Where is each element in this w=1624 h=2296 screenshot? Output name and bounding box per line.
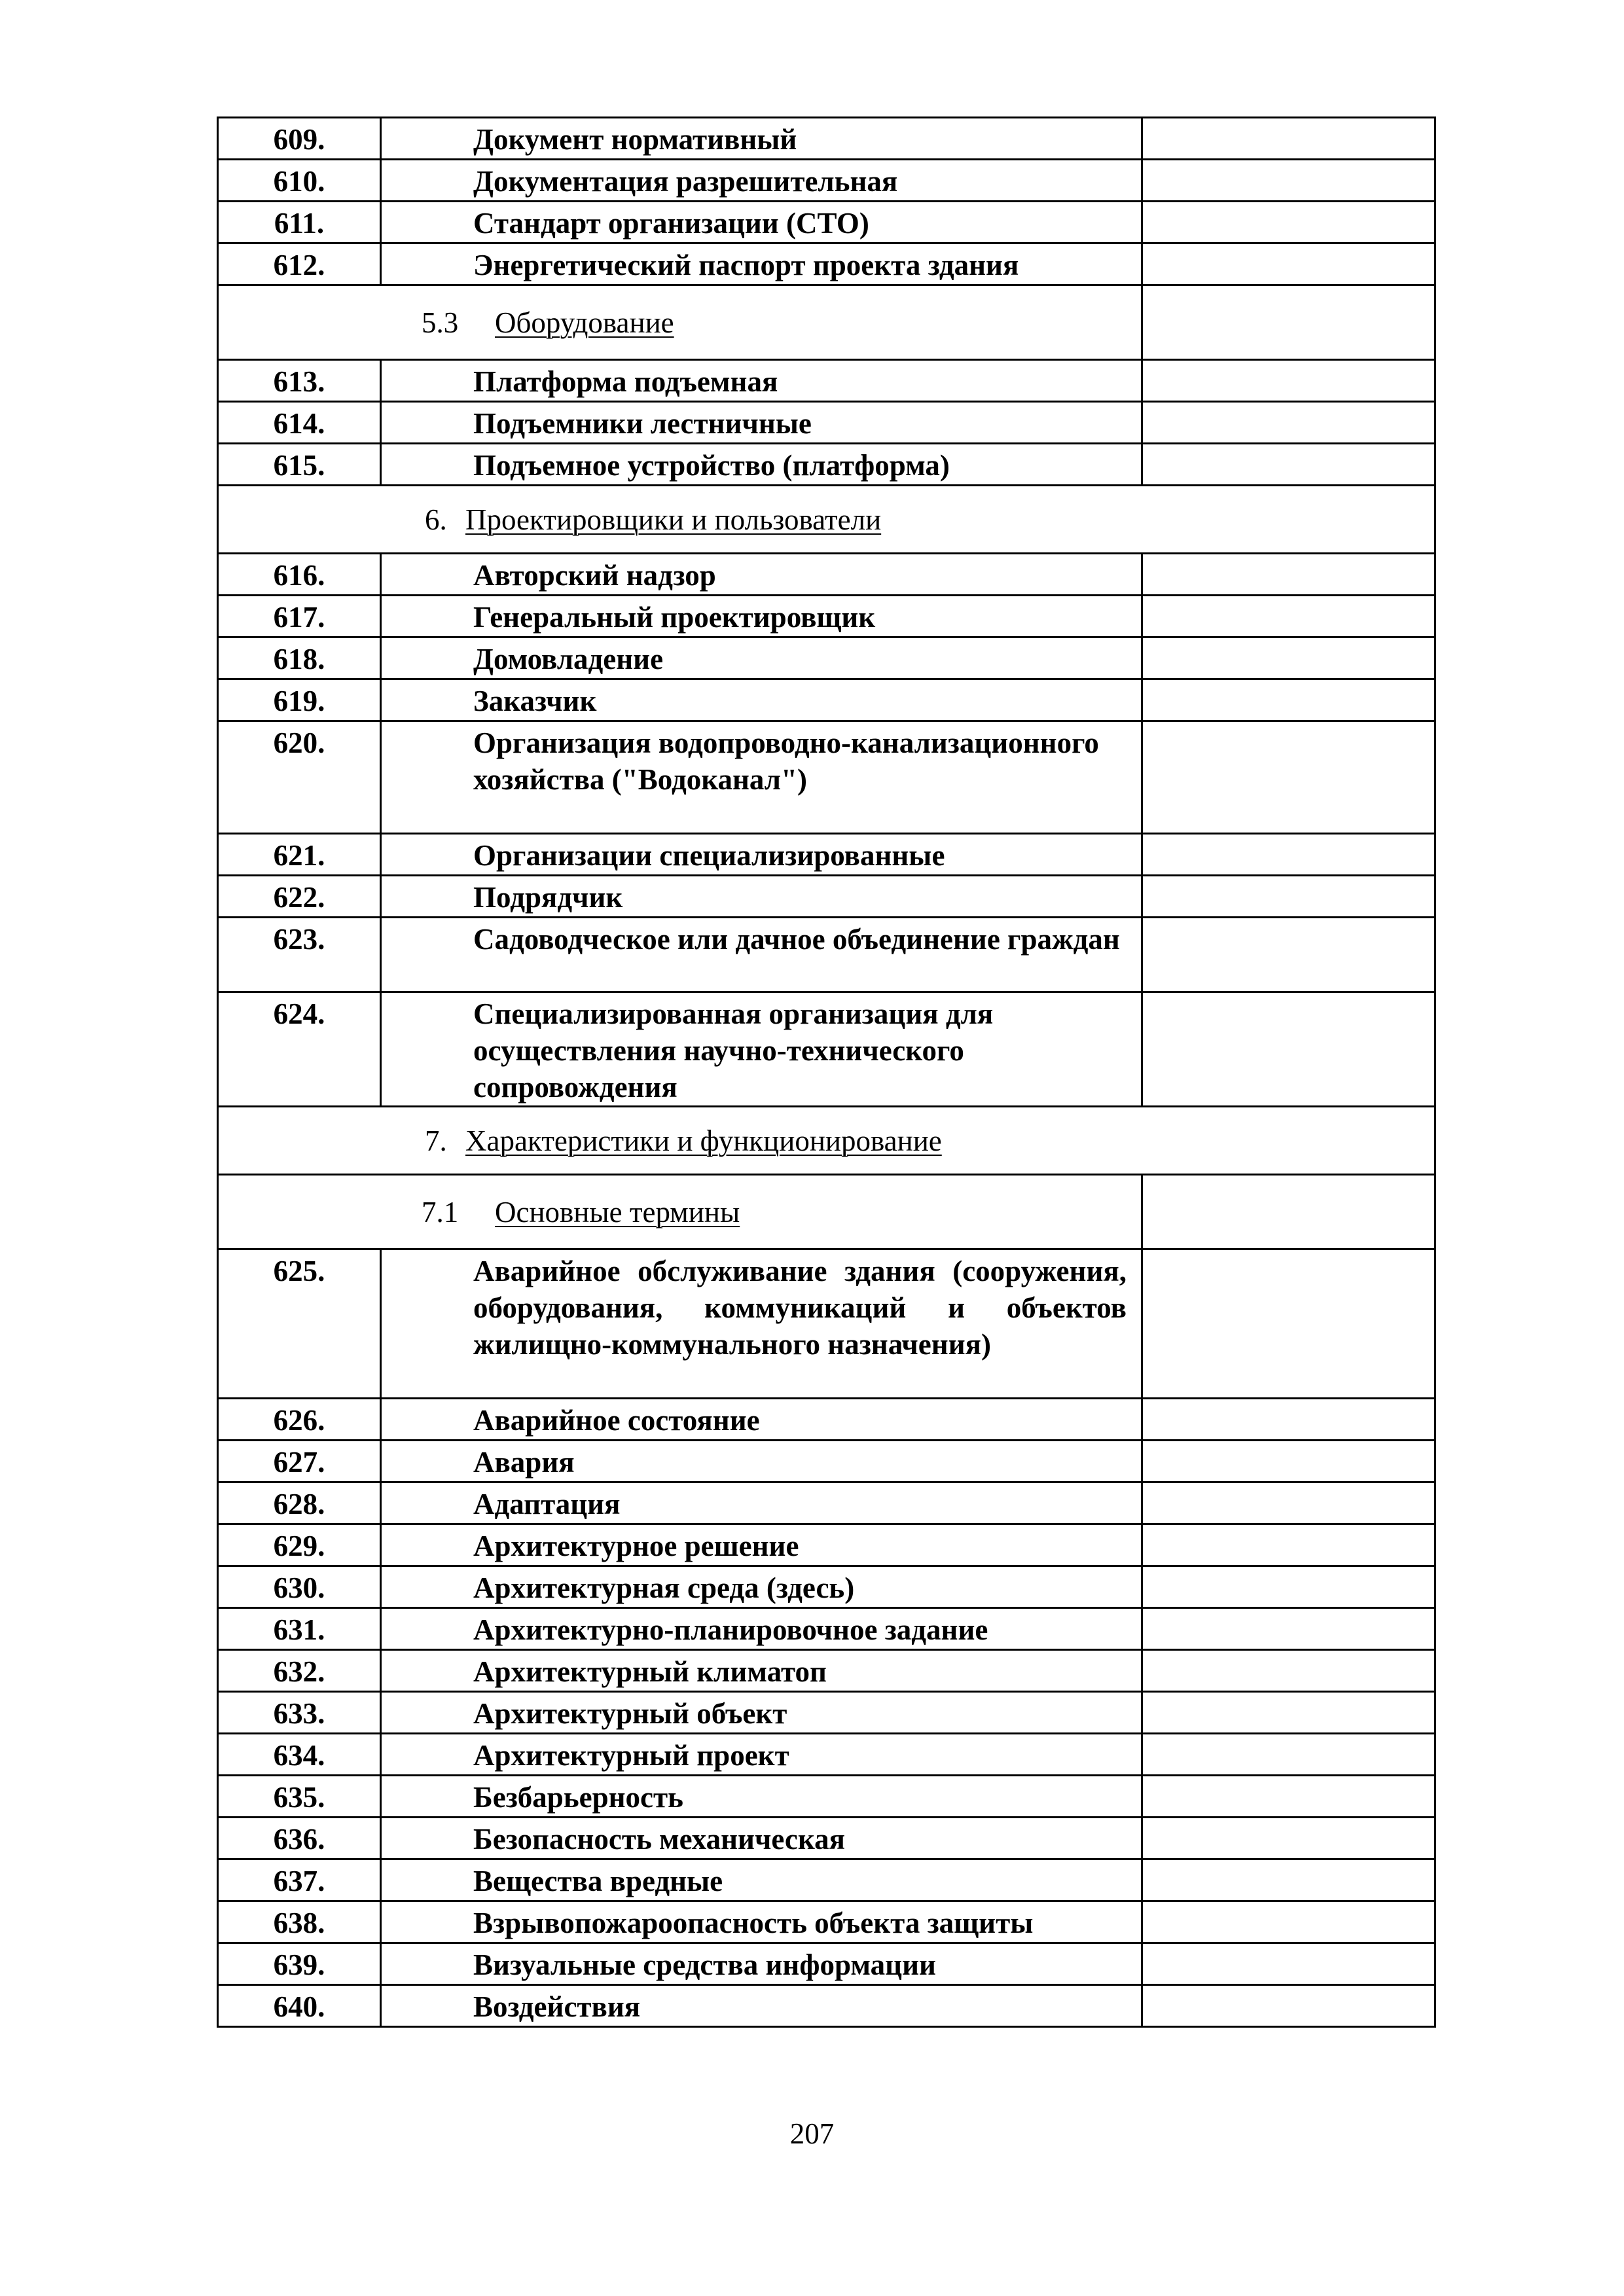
table-row <box>218 1399 1435 1441</box>
table-row <box>218 1818 1435 1859</box>
term-text: Архитектурный климатоп <box>381 1650 1142 1692</box>
section-row <box>218 1107 1435 1175</box>
empty-cell <box>1142 118 1435 160</box>
row-number: 619. <box>218 679 381 721</box>
term-text: Аварийное состояние <box>381 1399 1142 1441</box>
table-row <box>218 918 1435 992</box>
term-text: Домовладение <box>381 637 1142 679</box>
section-number: 7.1 <box>422 1195 459 1229</box>
empty-cell <box>1142 1566 1435 1608</box>
empty-cell <box>1142 1482 1435 1524</box>
empty-cell <box>1142 1650 1435 1692</box>
row-number: 630. <box>218 1566 381 1608</box>
section-heading <box>218 1107 1435 1175</box>
table-row <box>218 1650 1435 1692</box>
table-row <box>218 118 1435 160</box>
section-number: 6. <box>425 503 447 536</box>
table-row <box>218 1566 1435 1608</box>
term-text: Организация водопроводно-канализационного хозяйства ("Водоканал") <box>381 721 1142 834</box>
row-number: 637. <box>218 1859 381 1901</box>
empty-cell <box>1142 1901 1435 1943</box>
row-number: 640. <box>218 1985 381 2027</box>
row-number: 624. <box>218 992 381 1107</box>
table-row <box>218 1985 1435 2027</box>
table-row <box>218 1734 1435 1776</box>
table-row <box>218 360 1435 402</box>
table-row <box>218 1441 1435 1482</box>
empty-cell <box>1142 402 1435 444</box>
empty-cell <box>1142 1175 1435 1249</box>
term-text: Визуальные средства информации <box>381 1943 1142 1985</box>
table-row <box>218 834 1435 876</box>
empty-cell <box>1142 596 1435 637</box>
row-number: 623. <box>218 918 381 992</box>
term-text: Архитектурное решение <box>381 1524 1142 1566</box>
row-number: 634. <box>218 1734 381 1776</box>
empty-cell <box>1142 1776 1435 1818</box>
row-number: 632. <box>218 1650 381 1692</box>
section-row <box>218 486 1435 554</box>
term-text: Организации специализированные <box>381 834 1142 876</box>
empty-cell <box>1142 1692 1435 1734</box>
empty-cell <box>1142 1943 1435 1985</box>
term-text: Генеральный проектировщик <box>381 596 1142 637</box>
term-text: Аварийное обслуживание здания (сооружения, оборудования, коммуникаций и объектов жилищно-коммунального назначения) <box>381 1249 1142 1399</box>
row-number: 636. <box>218 1818 381 1859</box>
term-text: Безопасность механическая <box>381 1818 1142 1859</box>
row-number: 614. <box>218 402 381 444</box>
term-text: Документация разрешительная <box>381 160 1142 202</box>
row-number: 622. <box>218 876 381 918</box>
row-number: 611. <box>218 202 381 243</box>
empty-cell <box>1142 1859 1435 1901</box>
empty-cell <box>1142 243 1435 285</box>
terms-table <box>217 117 1436 2028</box>
section-title: Оборудование <box>495 306 674 339</box>
row-number: 625. <box>218 1249 381 1399</box>
section-title: Проектировщики и пользователи <box>465 503 882 536</box>
table-row <box>218 721 1435 834</box>
section-title: Характеристики и функционирование <box>465 1124 942 1157</box>
empty-cell <box>1142 834 1435 876</box>
table-row <box>218 202 1435 243</box>
section-heading <box>218 486 1435 554</box>
empty-cell <box>1142 1249 1435 1399</box>
term-text: Стандарт организации (СТО) <box>381 202 1142 243</box>
table-row <box>218 160 1435 202</box>
section-title: Основные термины <box>495 1195 740 1229</box>
empty-cell <box>1142 360 1435 402</box>
empty-cell <box>1142 992 1435 1107</box>
empty-cell <box>1142 876 1435 918</box>
table-row <box>218 596 1435 637</box>
row-number: 615. <box>218 444 381 486</box>
term-text: Подъемники лестничные <box>381 402 1142 444</box>
empty-cell <box>1142 554 1435 596</box>
section-row <box>218 285 1435 360</box>
term-text: Вещества вредные <box>381 1859 1142 1901</box>
term-text: Садоводческое или дачное объединение граждан <box>381 918 1142 992</box>
table-row <box>218 1249 1435 1399</box>
term-text: Подрядчик <box>381 876 1142 918</box>
empty-cell <box>1142 679 1435 721</box>
term-text: Адаптация <box>381 1482 1142 1524</box>
term-text: Платформа подъемная <box>381 360 1142 402</box>
table-row <box>218 679 1435 721</box>
term-text: Заказчик <box>381 679 1142 721</box>
row-number: 628. <box>218 1482 381 1524</box>
empty-cell <box>1142 637 1435 679</box>
table-row <box>218 1692 1435 1734</box>
row-number: 631. <box>218 1608 381 1650</box>
empty-cell <box>1142 1608 1435 1650</box>
empty-cell <box>1142 918 1435 992</box>
row-number: 610. <box>218 160 381 202</box>
term-text: Энергетический паспорт проекта здания <box>381 243 1142 285</box>
empty-cell <box>1142 1818 1435 1859</box>
empty-cell <box>1142 444 1435 486</box>
term-text: Авторский надзор <box>381 554 1142 596</box>
empty-cell <box>1142 1399 1435 1441</box>
section-row <box>218 1175 1435 1249</box>
table-row <box>218 1524 1435 1566</box>
row-number: 635. <box>218 1776 381 1818</box>
table-row <box>218 876 1435 918</box>
empty-cell <box>1142 285 1435 360</box>
term-text: Авария <box>381 1441 1142 1482</box>
table-row <box>218 554 1435 596</box>
term-text: Воздействия <box>381 1985 1142 2027</box>
table-row <box>218 243 1435 285</box>
table-row <box>218 1482 1435 1524</box>
row-number: 639. <box>218 1943 381 1985</box>
table-row <box>218 444 1435 486</box>
table-row <box>218 992 1435 1107</box>
term-text: Подъемное устройство (платформа) <box>381 444 1142 486</box>
table-row <box>218 1608 1435 1650</box>
row-number: 620. <box>218 721 381 834</box>
row-number: 616. <box>218 554 381 596</box>
empty-cell <box>1142 202 1435 243</box>
empty-cell <box>1142 1441 1435 1482</box>
table-row <box>218 402 1435 444</box>
row-number: 626. <box>218 1399 381 1441</box>
table-row <box>218 1901 1435 1943</box>
row-number: 612. <box>218 243 381 285</box>
table-row <box>218 1776 1435 1818</box>
row-number: 638. <box>218 1901 381 1943</box>
table-row <box>218 1859 1435 1901</box>
row-number: 618. <box>218 637 381 679</box>
term-text: Документ нормативный <box>381 118 1142 160</box>
term-text: Архитектурная среда (здесь) <box>381 1566 1142 1608</box>
row-number: 629. <box>218 1524 381 1566</box>
table-row <box>218 1943 1435 1985</box>
empty-cell <box>1142 1985 1435 2027</box>
section-number: 5.3 <box>422 306 459 339</box>
row-number: 627. <box>218 1441 381 1482</box>
term-text: Специализированная организация для осуществления научно-технического сопровождения <box>381 992 1142 1107</box>
term-text: Взрывопожароопасность объекта защиты <box>381 1901 1142 1943</box>
term-text: Безбарьерность <box>381 1776 1142 1818</box>
row-number: 609. <box>218 118 381 160</box>
term-text: Архитектурный объект <box>381 1692 1142 1734</box>
term-text: Архитектурный проект <box>381 1734 1142 1776</box>
row-number: 617. <box>218 596 381 637</box>
empty-cell <box>1142 1524 1435 1566</box>
section-number: 7. <box>425 1124 447 1157</box>
empty-cell <box>1142 721 1435 834</box>
page-number: 207 <box>789 2117 835 2150</box>
row-number: 621. <box>218 834 381 876</box>
empty-cell <box>1142 1734 1435 1776</box>
section-heading <box>218 1175 1142 1249</box>
row-number: 613. <box>218 360 381 402</box>
table-row <box>218 637 1435 679</box>
empty-cell <box>1142 160 1435 202</box>
term-text: Архитектурно-планировочное задание <box>381 1608 1142 1650</box>
section-heading <box>218 285 1142 360</box>
row-number: 633. <box>218 1692 381 1734</box>
